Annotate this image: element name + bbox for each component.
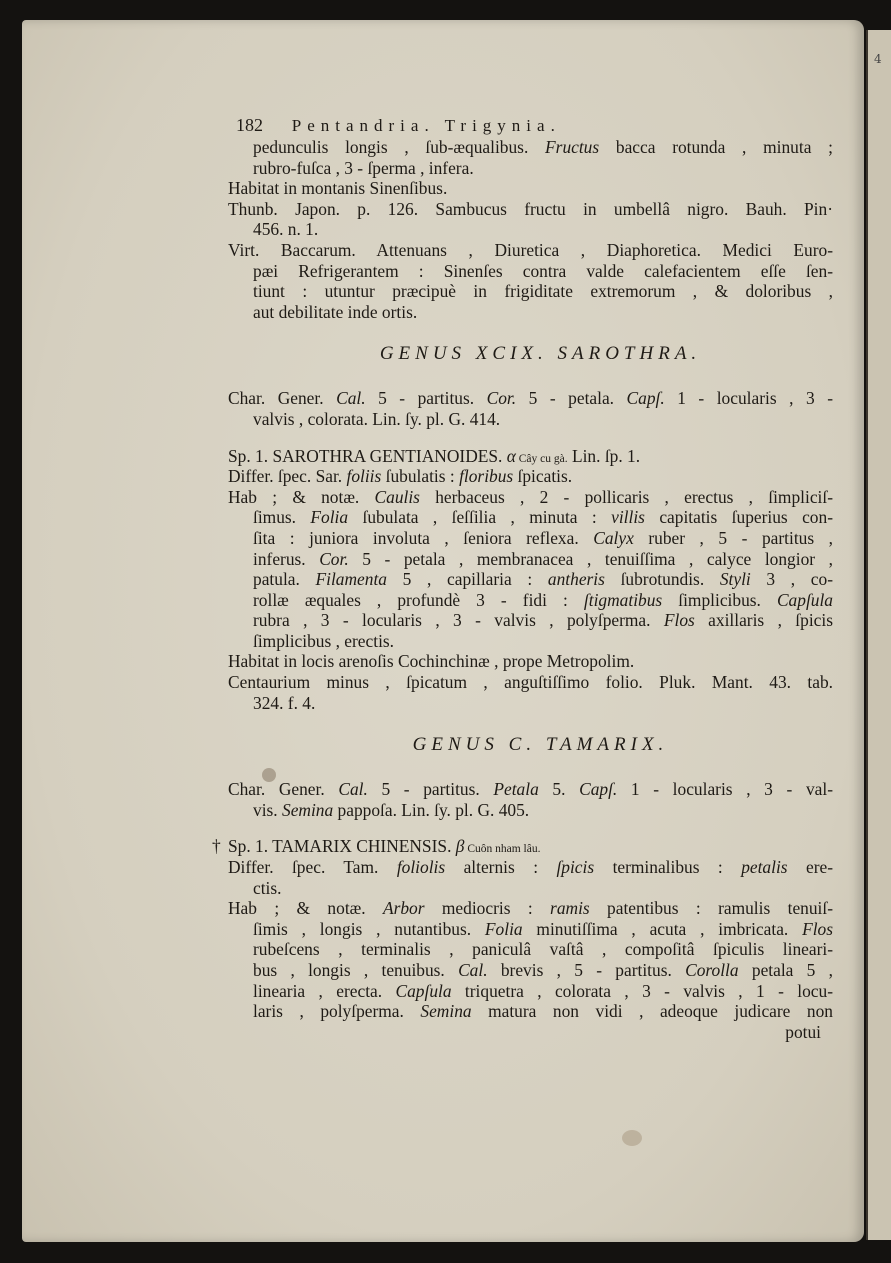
text-segment: 1 - locularis , 3 - val-	[617, 779, 833, 800]
text-line	[228, 898, 833, 919]
text-line	[228, 779, 833, 800]
text-segment: ſubulata , ſeſſilia , minuta :	[348, 507, 612, 528]
text-segment: inferus.	[253, 548, 320, 569]
text-segment: rubra , 3 - locularis , 3 - valvis , polyſperma.	[253, 610, 664, 631]
italic-term: Flos	[663, 610, 695, 631]
text-segment: Cây cu gà.	[515, 452, 568, 465]
text-segment: 5.	[538, 779, 580, 800]
text-segment: capitatis ſuperius con-	[644, 507, 833, 528]
adjacent-page-mark: 4	[874, 52, 882, 66]
text-segment: 324. f. 4.	[253, 692, 316, 713]
text-segment: Hab ; & notæ.	[228, 486, 375, 507]
italic-term: Capſula	[395, 980, 452, 1001]
text-line	[228, 199, 833, 220]
text-segment: Hab ; & notæ.	[228, 898, 383, 919]
text-line	[228, 631, 833, 652]
text-segment: bacca rotunda , minuta ;	[599, 137, 833, 157]
text-segment: ſimplicibus , erectis.	[253, 630, 395, 651]
text-line	[228, 388, 833, 409]
italic-term: Cal.	[458, 960, 488, 980]
text-line	[228, 507, 833, 528]
text-line	[228, 878, 833, 899]
text-segment: axillaris , ſpicis	[694, 610, 833, 631]
text-segment: pedunculis longis , ſub-æqualibus.	[253, 137, 546, 157]
text-line	[228, 672, 833, 693]
italic-term: α	[506, 445, 516, 466]
text-segment: Differ. ſpec. Tam.	[228, 857, 397, 878]
text-segment: Habitat in montanis Sinenſibus.	[228, 178, 448, 199]
italic-term: Flos	[802, 918, 834, 939]
text-segment: laris , polyſperma.	[253, 1001, 421, 1022]
text-segment: 3 , co-	[750, 569, 833, 590]
italic-term: Cal.	[338, 779, 368, 800]
text-segment: 5 - petala , membranacea , tenuiſſima , calyce longior ,	[348, 548, 833, 569]
text-segment: Sp. 1. SAROTHRA GENTIANOIDES.	[228, 445, 507, 466]
italic-term: petalis	[741, 857, 788, 878]
text-segment: ſita : juniora involuta , ſeniora reflexa.	[253, 527, 594, 548]
text-line	[228, 610, 833, 631]
running-title: Pentandria. Trigynia.	[291, 116, 561, 135]
italic-term: Capſ.	[579, 779, 618, 800]
text-line	[228, 219, 833, 240]
italic-term: Semina	[282, 799, 334, 820]
text-segment: ſimis , longis , nutantibus.	[253, 918, 485, 939]
italic-term: foliolis	[396, 857, 446, 878]
italic-term: Arbor	[382, 898, 425, 919]
genus-heading-tamarix: GENUS C. TAMARIX.	[412, 734, 669, 756]
text-segment: ctis.	[253, 877, 282, 898]
text-segment: mediocris :	[424, 898, 551, 919]
foxing-spot	[622, 1130, 642, 1146]
text-line	[228, 981, 833, 1002]
text-segment: rubro-fuſca , 3 - ſperma , infera.	[253, 157, 474, 178]
text-segment: ſubulatis :	[381, 466, 460, 487]
text-line	[228, 446, 833, 467]
sarothra-species-description	[228, 446, 833, 714]
text-line	[228, 261, 833, 282]
italic-term: Folia	[484, 918, 523, 939]
text-segment: Virt. Baccarum. Attenuans , Diuretica , Diaphoretica. Medici Euro-	[228, 239, 833, 260]
text-segment: Lin. ſp. 1.	[567, 445, 641, 466]
italic-term: antheris	[547, 569, 605, 590]
text-segment: 5 - partitus.	[367, 779, 494, 800]
italic-term: Cor.	[486, 388, 517, 409]
italic-term: Cal.	[336, 388, 366, 409]
text-line	[228, 569, 833, 590]
text-segment: 5 - partitus.	[365, 388, 487, 409]
text-segment: Sp. 1. TAMARIX CHINENSIS.	[228, 836, 456, 857]
italic-term: Capſula	[776, 589, 833, 610]
text-segment: 456. n. 1.	[253, 219, 319, 240]
text-segment: alternis :	[445, 857, 557, 878]
italic-term: foliis	[346, 466, 382, 487]
text-line	[228, 693, 833, 714]
italic-term: ſtigmatibus	[583, 589, 663, 610]
italic-term: villis	[611, 507, 645, 528]
text-segment: patula.	[253, 569, 316, 590]
italic-term: Caulis	[374, 486, 420, 507]
sarothra-generic-character	[228, 388, 833, 429]
italic-term: ſpicis	[556, 857, 595, 878]
text-segment: Cuôn nham lâu.	[464, 843, 541, 856]
text-line	[228, 302, 833, 323]
text-segment: Habitat in locis arenoſis Cochinchinæ , prope Metropolim.	[228, 651, 635, 672]
text-line	[228, 590, 833, 611]
text-segment: ſpicatis.	[513, 466, 573, 487]
text-line	[228, 281, 833, 302]
italic-term: Semina	[420, 1001, 472, 1022]
genus-heading-sarothra: GENUS XCIX. SAROTHRA.	[379, 343, 702, 365]
tamarix-generic-character	[228, 779, 833, 820]
dagger-mark: †	[212, 836, 221, 857]
text-line	[228, 528, 833, 549]
text-segment: bus , longis , tenuibus.	[253, 960, 459, 980]
text-segment: 5 , capillaria :	[387, 569, 548, 590]
catchword: potui	[785, 1021, 821, 1042]
text-line	[228, 487, 833, 508]
text-segment: ſimus.	[253, 507, 311, 528]
text-segment: vis.	[253, 799, 282, 820]
text-line	[228, 960, 833, 981]
text-segment: valvis , colorata. Lin. ſy. pl. G. 414.	[253, 408, 501, 429]
text-line	[228, 939, 833, 960]
text-segment: herbaceus , 2 - pollicaris , erectus , ſimpliciſ-	[419, 486, 833, 507]
text-line	[228, 409, 833, 430]
running-header	[236, 115, 833, 137]
text-segment: rubeſcens , terminalis , paniculâ vaſtâ , compoſitâ ſpiculis lineari-	[253, 939, 833, 960]
italic-term: ramis	[550, 898, 590, 919]
text-line	[228, 836, 833, 857]
italic-term: floribus	[459, 466, 514, 487]
adjacent-page-edge	[866, 30, 891, 1240]
text-line	[228, 919, 833, 940]
text-segment: Char. Gener.	[228, 388, 337, 409]
text-segment: 1 - locularis , 3 -	[664, 388, 833, 409]
text-segment: pappoſa. Lin. ſy. pl. G. 405.	[333, 799, 530, 820]
text-segment: rollæ æquales , profundè 3 - fidi :	[253, 589, 584, 610]
text-line	[228, 651, 833, 672]
text-line	[228, 158, 833, 179]
text-segment: ruber , 5 - partitus ,	[633, 527, 834, 548]
text-segment: tiunt : utuntur præcipuè in frigiditate extremorum , & doloribus ,	[253, 281, 833, 302]
text-segment: matura non vidi , adeoque judicare non	[471, 1001, 833, 1022]
text-segment: ſimplicibus.	[662, 589, 777, 610]
page-number: 182	[236, 115, 263, 135]
text-segment: petala 5 ,	[738, 960, 834, 980]
tamarix-species-description	[228, 836, 833, 1021]
text-line	[228, 466, 833, 487]
italic-term: Filamenta	[315, 569, 387, 590]
italic-term: Fructus	[545, 137, 600, 157]
text-segment: ere-	[787, 857, 834, 878]
italic-term: Styli	[719, 569, 751, 590]
page-text	[212, 115, 834, 1042]
text-segment: Centaurium minus , ſpicatum , anguſtiſſimo folio. Pluk. Mant. 43. tab.	[228, 672, 833, 693]
text-line	[228, 137, 833, 158]
text-segment: Char. Gener.	[228, 779, 339, 800]
text-segment: ſubrotundis.	[604, 569, 720, 590]
italic-term: Calyx	[593, 527, 634, 548]
text-segment: 5 - petala.	[516, 388, 627, 409]
italic-term: Capſ.	[626, 388, 665, 409]
text-segment: linearia , erecta.	[253, 980, 396, 1001]
sambucus-description	[228, 137, 833, 322]
text-segment: minutiſſima , acuta , imbricata.	[522, 918, 803, 939]
text-line	[228, 549, 833, 570]
tamarix-species-section	[212, 836, 834, 1022]
text-line	[228, 857, 833, 878]
text-segment: pæi Refrigerantem : Sinenſes contra valde calefacientem eſſe ſen-	[253, 260, 833, 281]
text-line	[228, 178, 833, 199]
italic-term: Corolla	[685, 960, 739, 980]
italic-term: Folia	[310, 507, 349, 528]
text-segment: patentibus : ramulis tenuiſ-	[589, 898, 834, 919]
text-segment: triquetra , colorata , 3 - valvis , 1 - locu-	[451, 980, 833, 1001]
italic-term: Petala	[493, 779, 539, 800]
text-segment: brevis , 5 - partitus.	[487, 960, 686, 980]
text-line	[228, 800, 833, 821]
text-segment: Thunb. Japon. p. 126. Sambucus fructu in umbellâ nigro. Bauh. Pin·	[228, 198, 833, 219]
text-line	[228, 1001, 833, 1022]
italic-term: Cor.	[319, 548, 349, 569]
text-segment: Differ. ſpec. Sar.	[228, 466, 347, 487]
text-line	[228, 240, 833, 261]
text-segment: terminalibus :	[594, 857, 742, 878]
italic-term: β	[455, 836, 465, 857]
text-segment: aut debilitate inde ortis.	[253, 301, 418, 322]
